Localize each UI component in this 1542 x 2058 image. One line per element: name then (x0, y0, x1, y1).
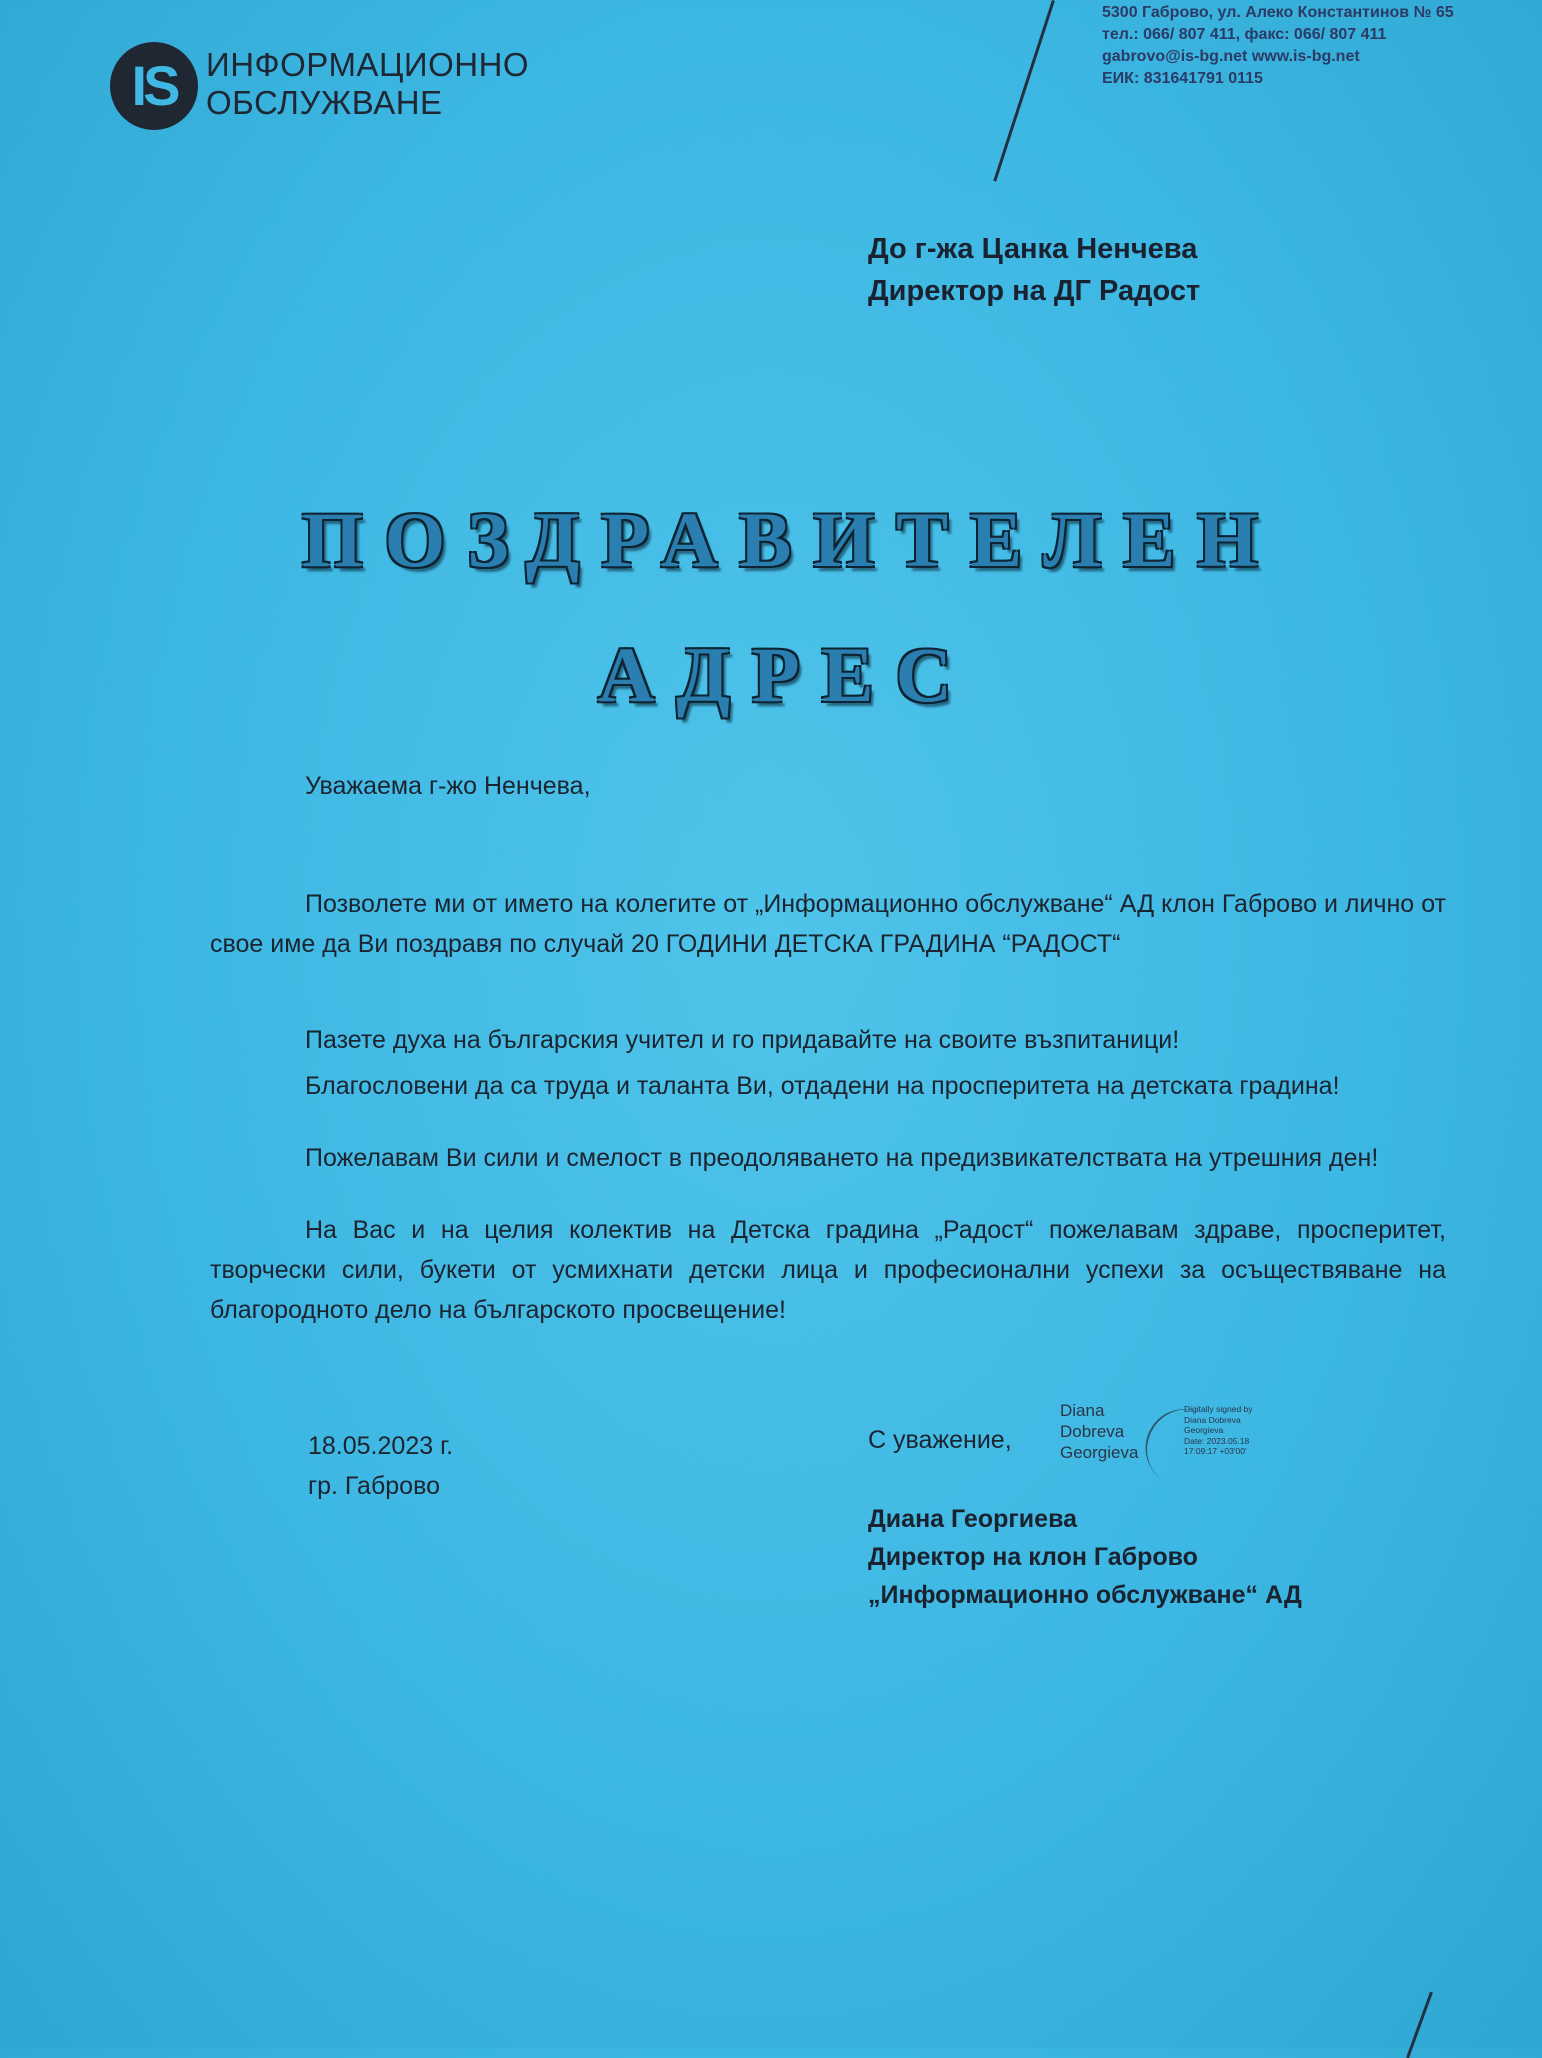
letter-paragraph-5: На Вас и на целия колектив на Детска градина „Радост“ пожелавам здраве, просперитет, творчески сили, букети от усмихнати детски лица и професионални успехи за осъществяване на благородното дело на българското просвещение! (210, 1216, 1446, 1324)
header-divider-line (993, 0, 1055, 182)
signature-name-line2: Dobreva (1060, 1422, 1125, 1441)
logo-text-line2: ОБСЛУЖВАНЕ (206, 84, 443, 121)
contact-phones: тел.: 066/ 807 411, факс: 066/ 807 411 (1102, 26, 1387, 43)
signer-name: Диана Георгиева (868, 1505, 1078, 1533)
contact-eik: ЕИК: 831641791 0115 (1102, 70, 1263, 87)
document-title-line1: ПОЗДРАВИТЕЛЕН (302, 496, 1280, 583)
recipient-position: Директор на ДГ Радост (868, 275, 1201, 307)
signature-detail-1: Digitally signed by (1184, 1404, 1253, 1414)
signer-block (868, 1500, 1302, 1614)
signature-name-line3: Georgieva (1060, 1443, 1139, 1462)
signature-name-line1: Diana (1060, 1401, 1105, 1420)
letter-place: гр. Габрово (308, 1472, 440, 1500)
signature-detail-3: Georgieva (1184, 1425, 1224, 1435)
letter-paragraph-4: Пожелавам Ви сили и смелост в преодоляването на предизвикателствата на утрешния ден! (305, 1144, 1379, 1172)
recipient-block (868, 228, 1200, 312)
company-logo (110, 42, 590, 132)
signature-detail-2: Diana Dobreva (1184, 1414, 1241, 1425)
contact-info (1102, 2, 1542, 90)
contact-address: 5300 Габрово, ул. Алеко Константинов № 65 (1102, 4, 1454, 21)
closing-regards: С уважение, (868, 1426, 1012, 1454)
digital-signature-details (1184, 1404, 1253, 1457)
date-place-block (308, 1426, 453, 1506)
recipient-name: До г-жа Цанка Ненчева (868, 233, 1198, 265)
signature-detail-5: 17:09:17 +03'00' (1184, 1446, 1247, 1456)
signature-detail-4: Date: 2023.05.18 (1184, 1435, 1250, 1446)
letter-paragraph-3: Благословени да са труда и таланта Ви, отдадени на просперитета на детската градина! (305, 1072, 1340, 1100)
letter-greeting: Уважаема г-жо Ненчева, (305, 772, 591, 800)
logo-text-line1: ИНФОРМАЦИОННО (206, 46, 530, 83)
letter-paragraph-2: Пазете духа на българския учител и го придавайте на своите възпитаници! (305, 1026, 1180, 1054)
logo-mark: IS (110, 42, 198, 130)
contact-email-web: gabrovo@is-bg.net www.is-bg.net (1102, 48, 1360, 65)
bottom-corner-line (1406, 1992, 1433, 2058)
letter-date: 18.05.2023 г. (308, 1432, 454, 1460)
document-title-line2: АДРЕС (598, 631, 974, 718)
letter-paragraph-1: Позволете ми от името на колегите от „Информационно обслужване“ АД клон Габрово и лично от свое име да Ви поздравя по случай 20 ГОДИНИ ДЕТСКА ГРАДИНА “РАДОСТ“ (210, 890, 1446, 958)
signer-title: Директор на клон Габрово (868, 1543, 1198, 1571)
digital-signature-name (1060, 1400, 1138, 1463)
signer-company: „Информационно обслужване“ АД (868, 1581, 1302, 1609)
